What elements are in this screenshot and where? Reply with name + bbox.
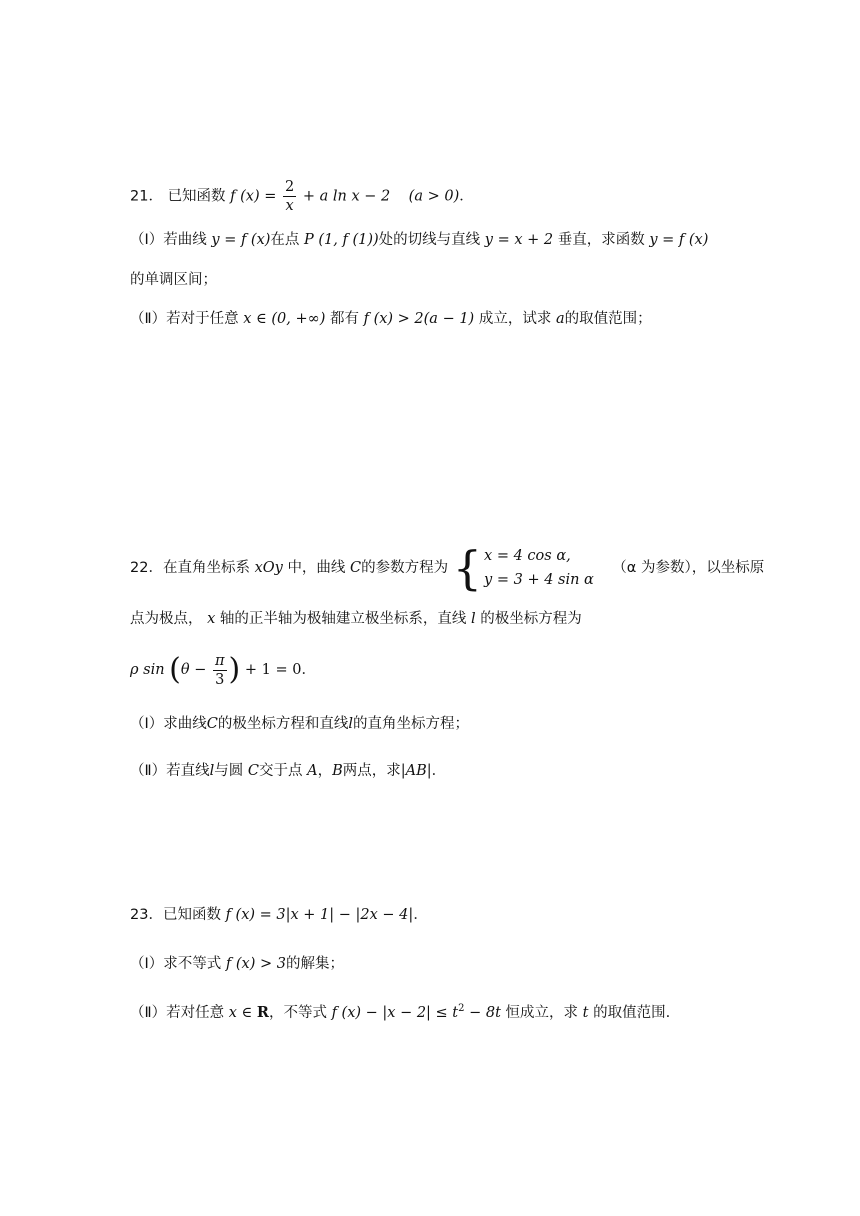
q21-p1-at: 在点 xyxy=(270,232,300,248)
q22-polar-equation xyxy=(130,648,316,692)
q21-p1-tail: 的单调区间； xyxy=(130,272,217,288)
q23-intro: 已知函数 xyxy=(162,907,221,923)
q21-p2-label: （Ⅱ）若对于任意 xyxy=(130,311,239,327)
left-paren-icon: ( xyxy=(169,652,181,687)
q23-stem xyxy=(130,903,428,927)
q22-param-note: （α 为参数），以坐标原 xyxy=(612,560,765,576)
q22-polar-theta: θ − xyxy=(180,662,207,678)
q22-mid1: 中，曲线 xyxy=(287,560,346,576)
q23-part2 xyxy=(130,997,670,1025)
q21-fx: f (x) = xyxy=(230,188,277,205)
q21-part1-cont xyxy=(130,268,217,292)
q22-p1-l: l xyxy=(348,716,354,732)
q22-p2-c: C xyxy=(247,763,259,779)
q22-line2-b: 轴的正半轴为极轴建立极坐标系，直线 xyxy=(219,611,467,627)
q22-intro: 在直角坐标系 xyxy=(162,560,250,576)
q21-p2-domain: x ∈ (0, +∞) xyxy=(243,311,326,327)
q22-curve: C xyxy=(350,560,362,576)
q22-p1-label: （Ⅰ）求曲线 xyxy=(130,716,207,732)
q22-polar-den: 3 xyxy=(215,671,225,688)
q21-p2-all: 都有 xyxy=(329,311,359,327)
q21-frac-num: 2 xyxy=(285,179,295,195)
q22-system: xOy xyxy=(254,560,283,576)
q21-stem xyxy=(130,178,474,215)
q23-p1-tail: 的解集； xyxy=(285,956,344,972)
q22-line2-x: x xyxy=(207,611,216,627)
q21-p1-func: y = f (x) xyxy=(649,232,709,248)
q22-p2-ab: |AB| xyxy=(400,763,432,779)
q22-line2-l: l xyxy=(471,611,476,627)
q22-p2-l: l xyxy=(209,763,215,779)
q21-condition: (a > 0) xyxy=(408,188,460,205)
q22-stem xyxy=(130,540,764,596)
q22-number: 22． xyxy=(130,560,163,576)
q22-polar-rest: + 1 = 0 xyxy=(244,662,302,678)
q21-p1-mid: 处的切线与直线 xyxy=(378,232,481,248)
q23-p2-label: （Ⅱ）若对任意 xyxy=(130,1004,225,1021)
q22-p2-end: ． xyxy=(431,763,447,779)
q21-part2 xyxy=(130,307,652,331)
q23-p1-ineq: f (x) > 3 xyxy=(225,956,286,972)
q21-p1-perp: 垂直，求函数 xyxy=(557,232,645,248)
q22-p2-mid2: 交于点 xyxy=(259,763,303,779)
q23-p2-r: R xyxy=(256,1003,269,1021)
q22-p2-a: A xyxy=(307,763,318,779)
q23-p1-label: （Ⅰ）求不等式 xyxy=(130,956,222,972)
q21-p1-label: （Ⅰ）若曲线 xyxy=(130,232,207,248)
q21-p1-curve: y = f (x) xyxy=(211,232,271,248)
q23-p2-x: x ∈ xyxy=(228,1004,253,1021)
q21-frac-den: x xyxy=(285,198,294,214)
q22-p2-mid: 与圆 xyxy=(214,763,244,779)
q22-polar-end: ． xyxy=(301,662,316,678)
q22-polar-num: π xyxy=(215,652,225,669)
q23-p2-sup: 2 xyxy=(458,1003,465,1014)
q22-p1-c: C xyxy=(206,716,218,732)
q21-p2-ineq: f (x) > 2(a − 1) xyxy=(363,311,475,327)
q21-p2-tail: 成立，试求 xyxy=(478,311,552,327)
q23-p2-ineq2: − 8t xyxy=(469,1004,501,1021)
q22-param-system xyxy=(452,541,594,595)
q21-fraction xyxy=(283,178,296,215)
q22-mid2: 的参数方程为 xyxy=(361,560,449,576)
q22-p2-tail: 两点，求 xyxy=(342,763,401,779)
q22-part1 xyxy=(130,712,469,736)
q23-p2-tail: 的取值范围. xyxy=(593,1004,671,1021)
left-brace-icon: { xyxy=(452,541,483,595)
q23-number: 23． xyxy=(130,907,163,923)
q22-p2-comma: ， xyxy=(317,763,333,779)
q21-number: 21． xyxy=(130,188,163,205)
q21-p2-end: 的取值范围； xyxy=(564,311,652,327)
q21-end: ． xyxy=(459,188,474,205)
q22-polar-rho: ρ sin xyxy=(130,662,165,678)
q22-line2 xyxy=(130,607,582,631)
q23-part1 xyxy=(130,952,344,976)
q23-p2-mid2: 恒成立，求 xyxy=(505,1004,579,1021)
q22-p1-tail: 的直角坐标方程； xyxy=(353,716,470,732)
q22-eq2: y = 3 + 4 sin α xyxy=(484,572,594,588)
q22-line2-a: 点为极点， xyxy=(130,611,203,627)
q22-part2 xyxy=(130,759,446,783)
q22-line2-c: 的极坐标方程为 xyxy=(480,611,582,627)
q21-intro: 已知函数 xyxy=(167,188,226,205)
q23-func: f (x) = 3|x + 1| − |2x − 4| xyxy=(225,907,414,923)
right-paren-icon: ) xyxy=(228,652,241,687)
q22-polar-fraction xyxy=(213,652,227,689)
q23-end: ． xyxy=(413,907,428,923)
q21-part1 xyxy=(130,228,708,252)
q23-p2-t: t xyxy=(582,1004,589,1021)
q21-rest: + a ln x − 2 xyxy=(302,188,391,205)
q23-p2-mid: ，不等式 xyxy=(268,1004,327,1021)
q23-p2-ineq: f (x) − |x − 2| ≤ t xyxy=(331,1004,459,1021)
q22-p2-label: （Ⅱ）若直线 xyxy=(130,763,210,779)
q22-p2-b: B xyxy=(332,763,343,779)
q21-p1-point: P (1, f (1)) xyxy=(304,232,379,248)
q21-p1-line: y = x + 2 xyxy=(484,232,554,248)
q21-p2-a: a xyxy=(555,311,565,327)
q22-p1-mid: 的极坐标方程和直线 xyxy=(217,716,349,732)
q22-eq1: x = 4 cos α, xyxy=(484,548,571,564)
